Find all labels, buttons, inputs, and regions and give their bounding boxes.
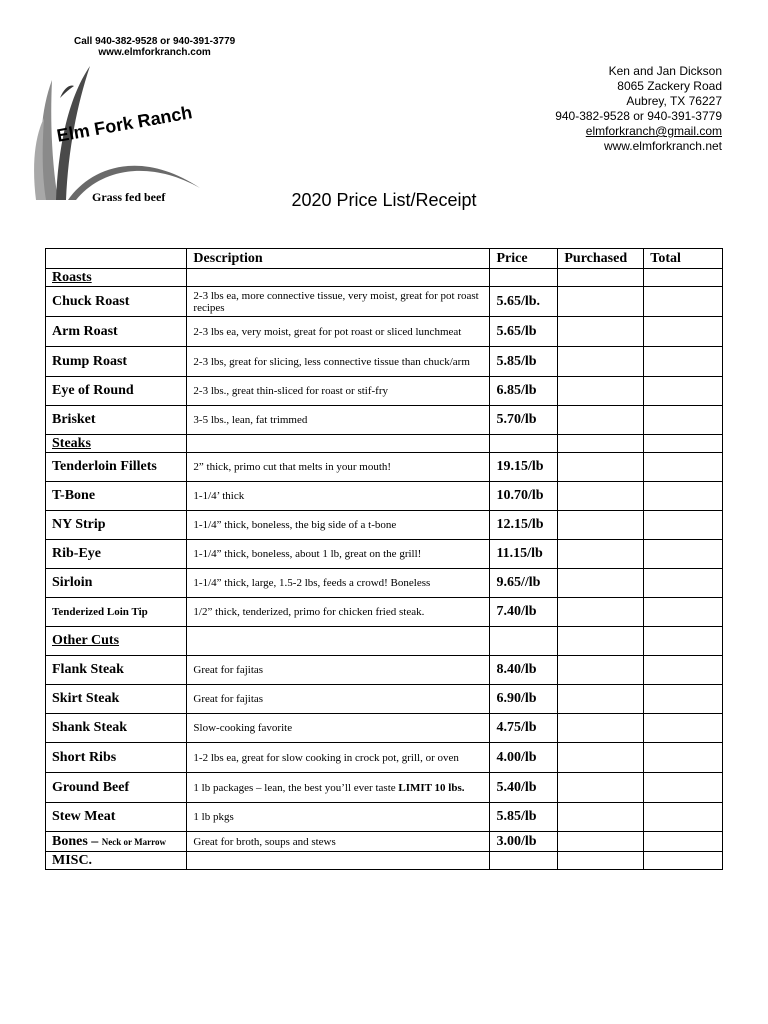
contact-phone: 940-382-9528 or 940-391-3779 xyxy=(555,109,722,123)
row-desc: 1-1/4” thick, boneless, about 1 lb, great on the grill! xyxy=(187,540,490,569)
table-row xyxy=(46,317,723,347)
contact-block xyxy=(555,64,722,154)
row-name xyxy=(46,832,187,852)
total-cell[interactable] xyxy=(644,511,723,540)
section-row-other-cuts xyxy=(46,627,723,656)
row-price: 19.15/lb xyxy=(490,453,558,482)
row-name: Stew Meat xyxy=(46,803,187,832)
row-name: Tenderized Loin Tip xyxy=(46,598,187,627)
purchased-cell[interactable] xyxy=(558,540,644,569)
row-price: 5.65/lb. xyxy=(490,287,558,317)
total-cell[interactable] xyxy=(644,317,723,347)
purchased-cell[interactable] xyxy=(558,317,644,347)
total-cell[interactable] xyxy=(644,453,723,482)
logo-tagline: Grass fed beef xyxy=(92,190,166,204)
row-price: 6.85/lb xyxy=(490,377,558,406)
row-price: 5.85/lb xyxy=(490,347,558,377)
table-row xyxy=(46,803,723,832)
row-desc: Great for broth, soups and stews xyxy=(187,832,490,852)
total-cell[interactable] xyxy=(644,540,723,569)
price-table-body xyxy=(46,269,723,870)
logo-ranch-name: Elm Fork Ranch xyxy=(55,102,194,146)
total-cell[interactable] xyxy=(644,714,723,743)
table-row xyxy=(46,832,723,852)
logo-contact-lines xyxy=(74,36,235,58)
row-price xyxy=(490,269,558,287)
purchased-cell[interactable] xyxy=(558,453,644,482)
logo-web-line: www.elmforkranch.com xyxy=(98,47,211,58)
row-price xyxy=(490,852,558,870)
header-purchased: Purchased xyxy=(558,249,644,269)
row-price: 4.75/lb xyxy=(490,714,558,743)
row-name: MISC. xyxy=(46,852,187,870)
section-row-roasts xyxy=(46,269,723,287)
row-name-sub: Neck or Marrow xyxy=(101,836,166,847)
total-cell[interactable] xyxy=(644,685,723,714)
purchased-cell[interactable] xyxy=(558,511,644,540)
price-table xyxy=(45,248,723,870)
purchased-cell[interactable] xyxy=(558,852,644,870)
contact-email-link[interactable]: elmforkranch@gmail.com xyxy=(585,124,722,138)
row-desc: 1 lb pkgs xyxy=(187,803,490,832)
row-desc: Slow-cooking favorite xyxy=(187,714,490,743)
row-desc: 3-5 lbs., lean, fat trimmed xyxy=(187,406,490,435)
total-cell[interactable] xyxy=(644,743,723,773)
row-desc: 2-3 lbs., great thin-sliced for roast or stif-fry xyxy=(187,377,490,406)
row-name: NY Strip xyxy=(46,511,187,540)
row-desc xyxy=(187,773,490,803)
table-row xyxy=(46,453,723,482)
table-row xyxy=(46,511,723,540)
contact-street: 8065 Zackery Road xyxy=(617,79,722,93)
row-price: 4.00/lb xyxy=(490,743,558,773)
header-total: Total xyxy=(644,249,723,269)
purchased-cell[interactable] xyxy=(558,685,644,714)
row-desc: Great for fajitas xyxy=(187,685,490,714)
table-row xyxy=(46,685,723,714)
row-price: 5.70/lb xyxy=(490,406,558,435)
total-cell[interactable] xyxy=(644,656,723,685)
contact-city: Aubrey, TX 76227 xyxy=(626,94,722,108)
table-row-misc xyxy=(46,852,723,870)
header-name xyxy=(46,249,187,269)
table-row xyxy=(46,287,723,317)
purchased-cell[interactable] xyxy=(558,269,644,287)
page-title xyxy=(0,190,768,211)
total-cell[interactable] xyxy=(644,832,723,852)
row-price: 8.40/lb xyxy=(490,656,558,685)
total-cell[interactable] xyxy=(644,269,723,287)
purchased-cell[interactable] xyxy=(558,347,644,377)
row-name: Flank Steak xyxy=(46,656,187,685)
row-name: Other Cuts xyxy=(46,627,187,656)
total-cell[interactable] xyxy=(644,773,723,803)
row-price xyxy=(490,435,558,453)
row-name: Tenderloin Fillets xyxy=(46,453,187,482)
row-price: 10.70/lb xyxy=(490,482,558,511)
table-row xyxy=(46,773,723,803)
row-desc xyxy=(187,435,490,453)
purchased-cell[interactable] xyxy=(558,406,644,435)
row-price: 3.00/lb xyxy=(490,832,558,852)
row-name: Steaks xyxy=(46,435,187,453)
contact-website-link[interactable]: www.elmforkranch.net xyxy=(603,139,722,153)
row-desc: Great for fajitas xyxy=(187,656,490,685)
table-header-row xyxy=(46,249,723,269)
purchased-cell[interactable] xyxy=(558,656,644,685)
table-row xyxy=(46,482,723,511)
purchased-cell[interactable] xyxy=(558,482,644,511)
row-price: 5.85/lb xyxy=(490,803,558,832)
total-cell[interactable] xyxy=(644,435,723,453)
row-desc-text: 1 lb packages – lean, the best you’ll ever taste xyxy=(193,781,396,794)
row-name: Ground Beef xyxy=(46,773,187,803)
table-row xyxy=(46,347,723,377)
total-cell[interactable] xyxy=(644,598,723,627)
total-cell[interactable] xyxy=(644,406,723,435)
table-row xyxy=(46,743,723,773)
row-desc: 1/2” thick, tenderized, primo for chicken fried steak. xyxy=(187,598,490,627)
row-desc: 2-3 lbs ea, very moist, great for pot roast or sliced lunchmeat xyxy=(187,317,490,347)
contact-name: Ken and Jan Dickson xyxy=(608,64,722,78)
total-cell[interactable] xyxy=(644,569,723,598)
purchased-cell[interactable] xyxy=(558,743,644,773)
section-row-steaks xyxy=(46,435,723,453)
total-cell[interactable] xyxy=(644,377,723,406)
total-cell[interactable] xyxy=(644,482,723,511)
row-name: Shank Steak xyxy=(46,714,187,743)
row-price: 12.15/lb xyxy=(490,511,558,540)
table-row xyxy=(46,569,723,598)
row-desc: 1-1/4” thick, boneless, the big side of a t-bone xyxy=(187,511,490,540)
purchased-cell[interactable] xyxy=(558,598,644,627)
row-name: Short Ribs xyxy=(46,743,187,773)
table-row xyxy=(46,540,723,569)
total-cell[interactable] xyxy=(644,287,723,317)
table-row xyxy=(46,714,723,743)
purchased-cell[interactable] xyxy=(558,714,644,743)
table-row xyxy=(46,656,723,685)
row-name: Sirloin xyxy=(46,569,187,598)
logo-call-line: Call 940-382-9528 or 940-391-3779 xyxy=(74,36,236,47)
row-name: Arm Roast xyxy=(46,317,187,347)
row-price xyxy=(490,627,558,656)
purchased-cell[interactable] xyxy=(558,832,644,852)
row-price: 11.15/lb xyxy=(490,540,558,569)
row-desc: 1-1/4’ thick xyxy=(187,482,490,511)
row-price: 5.65/lb xyxy=(490,317,558,347)
row-name: Skirt Steak xyxy=(46,685,187,714)
row-desc: 2-3 lbs ea, more connective tissue, very moist, great for pot roast recipes xyxy=(187,287,490,317)
header-description: Description xyxy=(187,249,490,269)
purchased-cell[interactable] xyxy=(558,287,644,317)
header-price: Price xyxy=(490,249,558,269)
table-row xyxy=(46,406,723,435)
row-price: 5.40/lb xyxy=(490,773,558,803)
row-name: Rump Roast xyxy=(46,347,187,377)
row-name: Eye of Round xyxy=(46,377,187,406)
row-desc: 1-2 lbs ea, great for slow cooking in crock pot, grill, or oven xyxy=(187,743,490,773)
row-price: 9.65//lb xyxy=(490,569,558,598)
page-title-text: 2020 Price List/Receipt xyxy=(291,190,477,210)
row-price: 6.90/lb xyxy=(490,685,558,714)
row-name-text: Bones – xyxy=(52,833,99,849)
row-desc xyxy=(187,627,490,656)
table-row xyxy=(46,377,723,406)
purchased-cell[interactable] xyxy=(558,803,644,832)
row-name: Brisket xyxy=(46,406,187,435)
row-desc: 2-3 lbs, great for slicing, less connective tissue than chuck/arm xyxy=(187,347,490,377)
purchased-cell[interactable] xyxy=(558,435,644,453)
row-name: Rib-Eye xyxy=(46,540,187,569)
purchased-cell[interactable] xyxy=(558,773,644,803)
row-price: 7.40/lb xyxy=(490,598,558,627)
purchased-cell[interactable] xyxy=(558,627,644,656)
row-desc: 2” thick, primo cut that melts in your mouth! xyxy=(187,453,490,482)
row-name: Chuck Roast xyxy=(46,287,187,317)
row-desc xyxy=(187,269,490,287)
row-desc: 1-1/4” thick, large, 1.5-2 lbs, feeds a crowd! Boneless xyxy=(187,569,490,598)
row-name: Roasts xyxy=(46,269,187,287)
total-cell[interactable] xyxy=(644,627,723,656)
table-row xyxy=(46,598,723,627)
row-desc-limit: LIMIT 10 lbs. xyxy=(398,781,465,794)
purchased-cell[interactable] xyxy=(558,377,644,406)
row-desc xyxy=(187,852,490,870)
total-cell[interactable] xyxy=(644,803,723,832)
row-name: T-Bone xyxy=(46,482,187,511)
total-cell[interactable] xyxy=(644,852,723,870)
purchased-cell[interactable] xyxy=(558,569,644,598)
total-cell[interactable] xyxy=(644,347,723,377)
